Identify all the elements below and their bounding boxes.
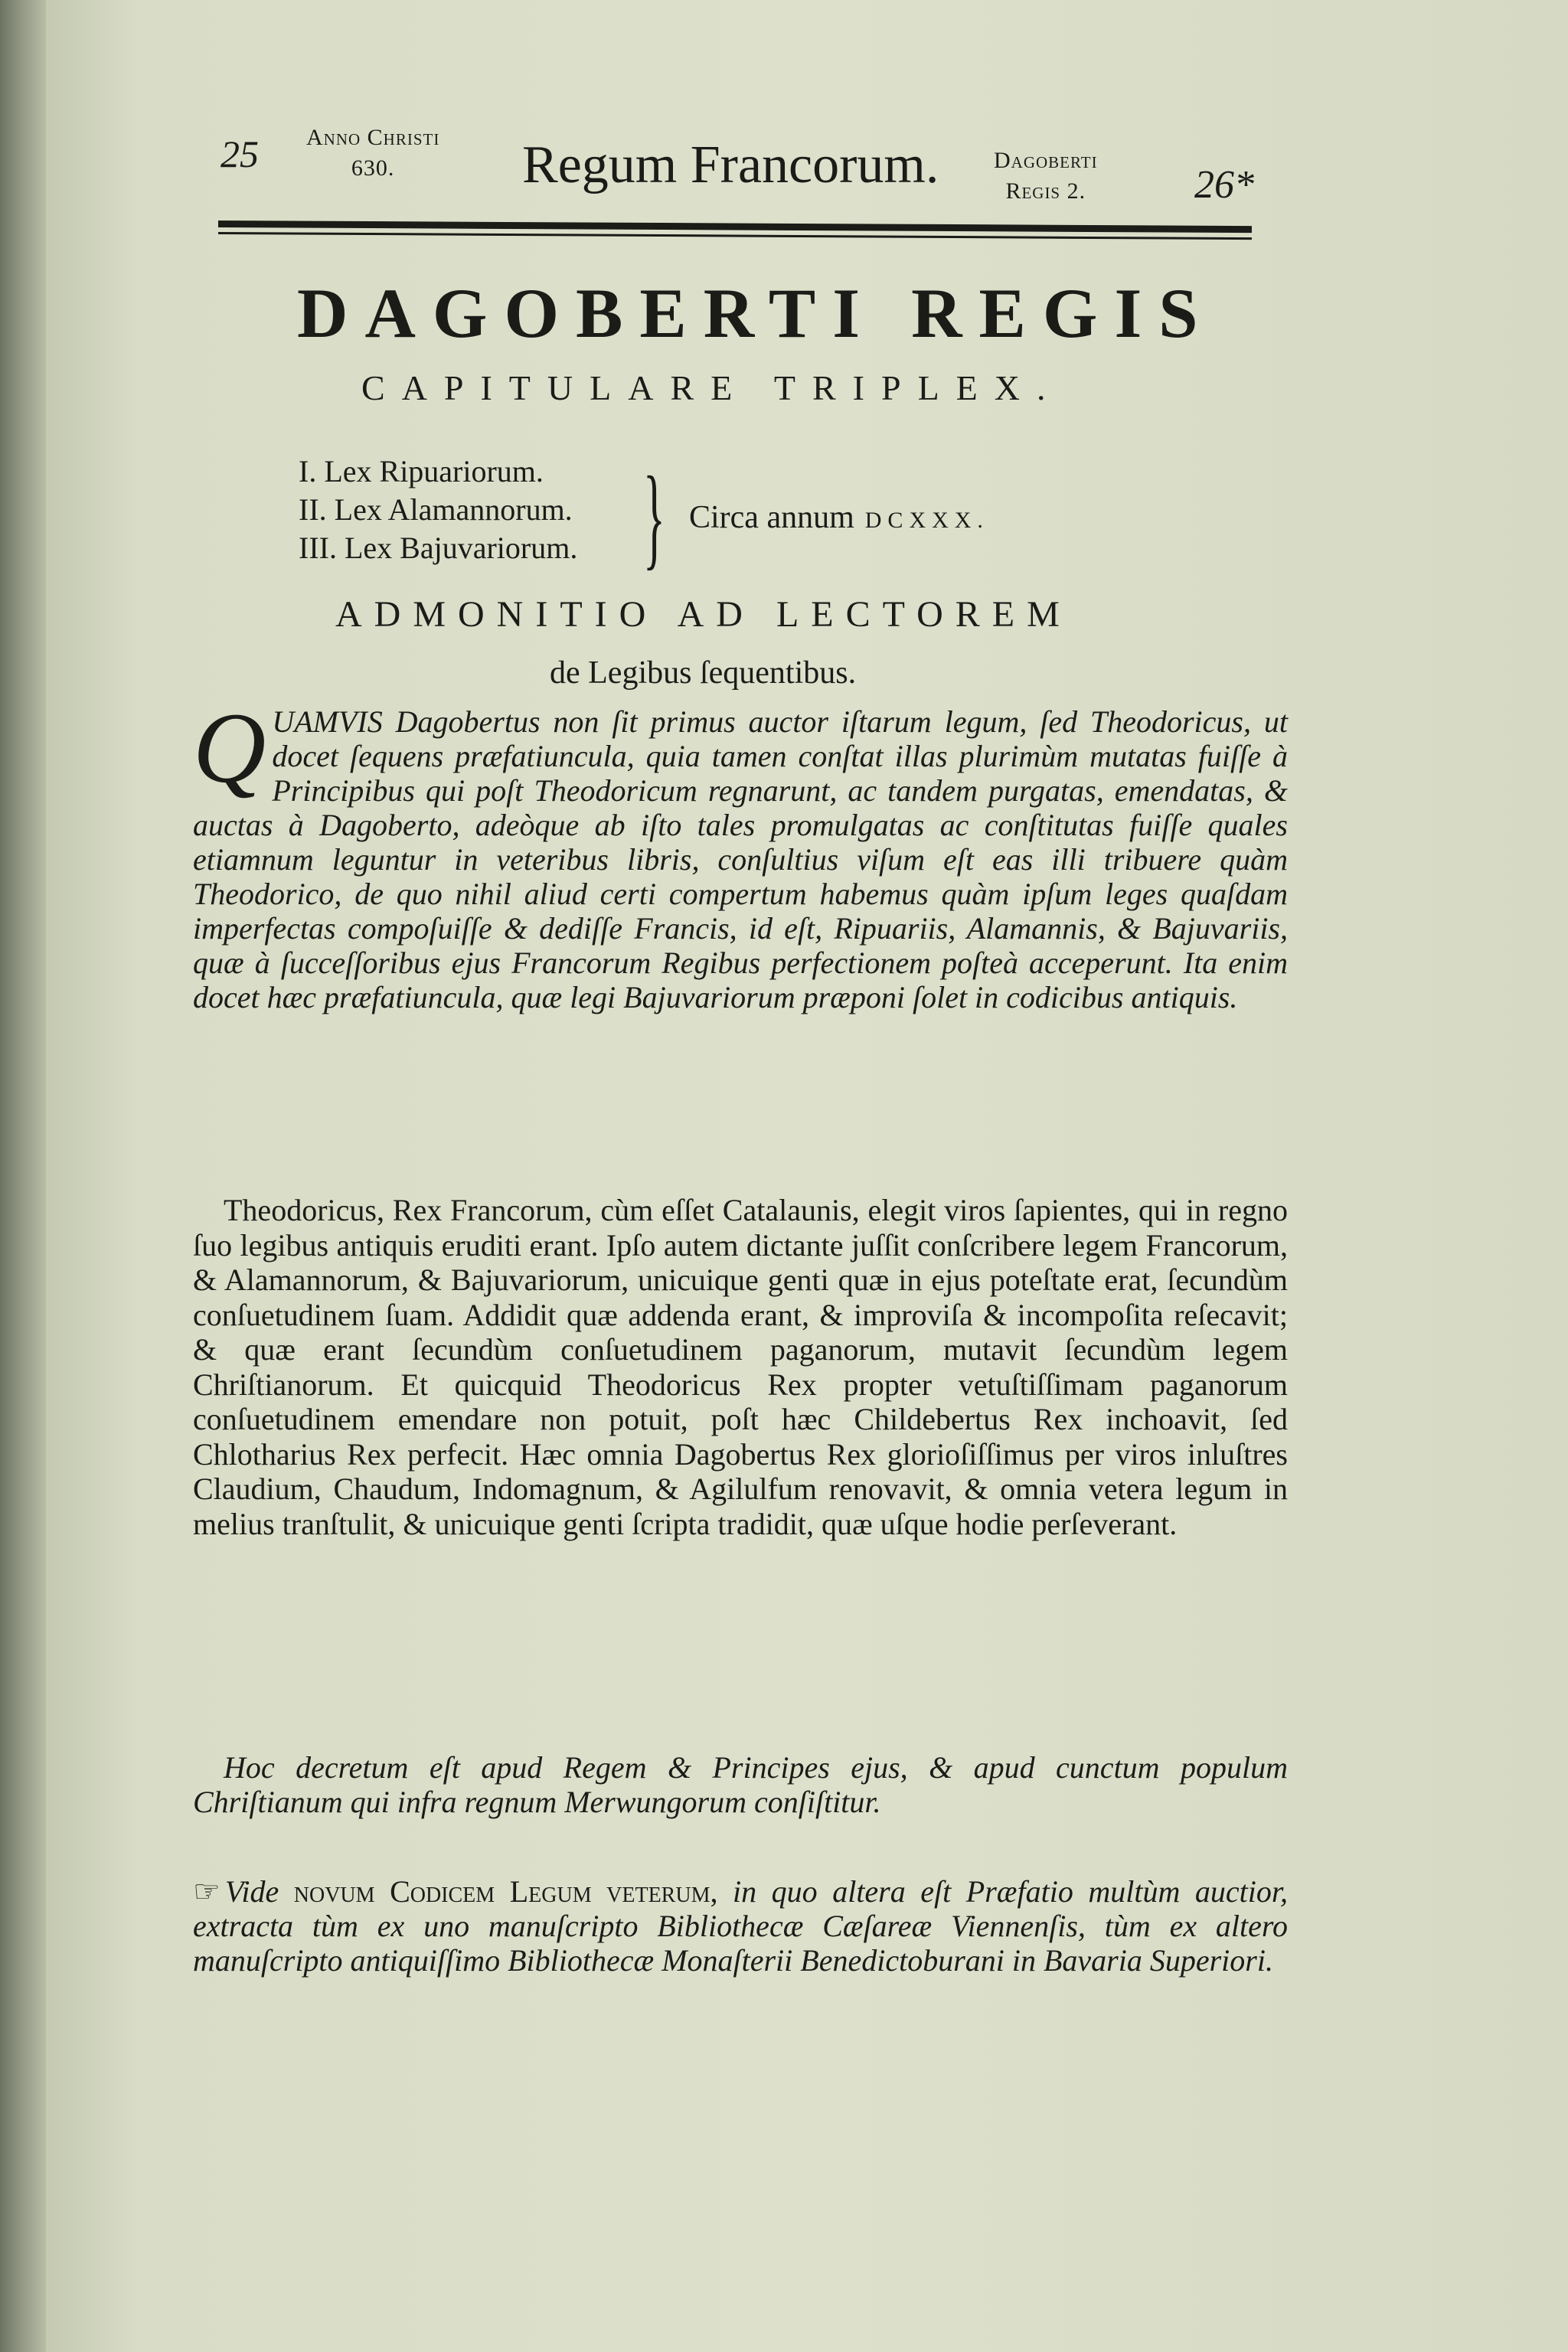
book-gutter	[0, 0, 46, 2352]
drop-cap: Q	[193, 691, 266, 804]
page-number-left: 25	[220, 132, 259, 175]
law-item-1: I. Lex Ripuariorum.	[299, 454, 544, 488]
anno-line-2: 630.	[351, 155, 395, 181]
paragraph-intro-text: UAMVIS Dagobertus non ſit primus auctor iſtarum legum, ſed Theodoricus, ut docet ſequens præfatiuncula, quia tamen conſtat illas plurimùm mutatas fuiſſe à Principibus qui poſt Theodoricum regnarunt, ac tandem purgatas, emendatas, & auctas à Dagoberto, adeòque ab iſto tales promulgatas ac conſtitutas fuiſſe quales etiamnum leguntur in veteribus libris, conſultius viſum eſt eas illi tribuere quàm Theodorico, de quo nihil aliud certi compertum habemus quàm ipſum leges quaſdam imperfectas compoſuiſſe & dediſſe Francis, id eſt, Ripuariis, Alamannis, & Bajuvariis, quæ à ſucceſſoribus ejus Francorum Regibus perfectionem poſteà acceperunt. Ita enim docet hæc præfatiuncula, quæ legi Bajuvariorum præponi ſolet in codicibus antiquis.	[193, 704, 1288, 1014]
page-number-right: 26*	[1194, 163, 1254, 207]
vide-rest: in quo altera eſt Præfatio multùm auctior, extracta tùm ex uno manuſcripto Bibliothecæ Cæſareæ Viennenſis, tùm ex altero manuſcripto antiquiſſimo Bibliothecæ Monaſterii Benedictoburani in Bavaria Superiori.	[193, 1874, 1289, 1978]
novum-codicem: novum Codicem Legum veterum,	[293, 1874, 718, 1909]
anno-christi-heading	[306, 122, 439, 184]
sub-title: CAPITULARE TRIPLEX.	[361, 368, 1063, 407]
law-item-2: II. Lex Alamannorum.	[299, 492, 573, 527]
admonitio-heading: ADMONITIO AD LECTOREM	[335, 594, 1072, 635]
admonitio-subheading: de Legibus ſequentibus.	[550, 655, 857, 691]
law-item-3: III. Lex Bajuvariorum.	[299, 531, 578, 565]
circa-text: Circa annum	[689, 500, 854, 535]
curly-brace: }	[643, 453, 665, 580]
header-rule-thin	[218, 232, 1252, 240]
paragraph-intro	[193, 691, 1288, 1014]
anno-line-1: Anno Christi	[306, 125, 440, 150]
main-title: DAGOBERTI REGIS	[297, 274, 1215, 352]
paragraph-theodoricus: Theodoricus, Rex Francorum, cùm eſſet Catalaunis, elegit viros ſapientes, qui in regno ſuo legibus antiquis eruditi erant. Ipſo autem dictante juſſit conſcribere legem Francorum, & Alamannorum, & Bajuvariorum, unicuique genti quæ in ejus poteſtate erat, ſecundùm conſuetudinem ſuam. Addidit quæ addenda erant, & improviſa & incompoſita reſecavit; & quæ erant ſecundùm conſuetudinem paganorum, mutavit ſecundùm legem Chriſtianorum. Et quicquid Theodoricus Rex propter vetuſtiſſimam paganorum conſuetudinem emendare non potuit, poſt hæc Childebertus Rex inchoavit, ſed Chlotharius Rex perfecit. Hæc omnia Dagobertus Rex glorioſiſſimus per viros inluſtres Claudium, Chaudum, Indomagnum, & Agilulfum renovavit, & omnia vetera legum in melius tranſtulit, & unicuique genti ſcripta tradidit, quæ uſque hodie perſeverant.	[193, 1193, 1288, 1541]
header-rule-thick	[218, 220, 1252, 233]
dago-line-2: Regis 2.	[1005, 178, 1086, 204]
dago-line-1: Dagoberti	[994, 148, 1098, 173]
circa-annum	[689, 499, 989, 536]
running-title: Regum Francorum.	[522, 136, 939, 194]
vide-word: Vide	[224, 1874, 279, 1909]
circa-year: DCXXX.	[864, 508, 989, 533]
paragraph-vide	[193, 1874, 1288, 1978]
paragraph-decretum: Hoc decretum eſt apud Regem & Principes ejus, & apud cunctum populum Chriſtianum qui infra regnum Merwungorum conſiſtitur.	[193, 1750, 1288, 1819]
book-page	[46, 0, 1568, 2352]
pointing-hand-icon: ☞	[193, 1874, 220, 1909]
dagoberti-regis-heading	[994, 145, 1098, 207]
